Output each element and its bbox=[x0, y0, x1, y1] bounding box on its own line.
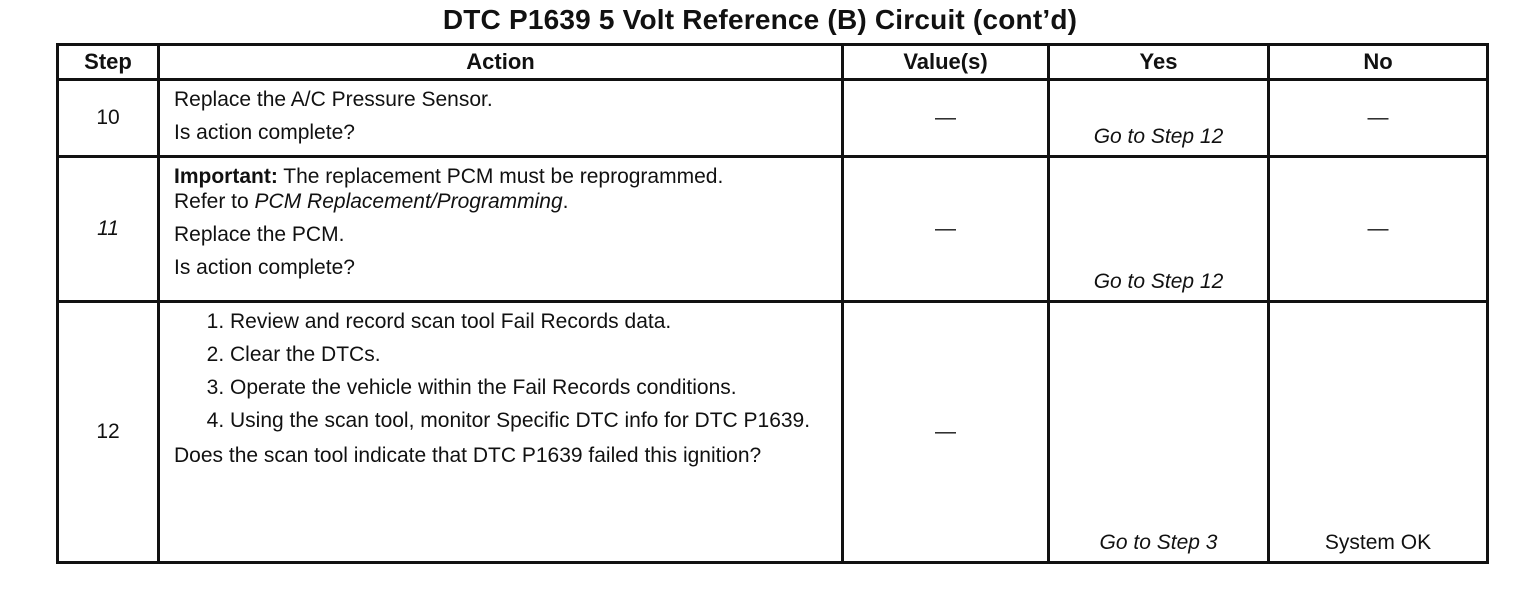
action-cell bbox=[159, 157, 843, 302]
no-cell: System OK bbox=[1269, 302, 1488, 563]
step-number: 11 bbox=[58, 157, 159, 302]
action-cell bbox=[159, 302, 843, 563]
action-question: Is action complete? bbox=[174, 256, 355, 279]
value-cell: — bbox=[843, 80, 1049, 157]
table-row bbox=[58, 80, 1488, 157]
step-number: 10 bbox=[58, 80, 159, 157]
list-item: 1. Review and record scan tool Fail Records data. bbox=[230, 309, 831, 334]
yes-goto-link[interactable]: Go to Step 12 bbox=[1093, 270, 1224, 293]
page-title: DTC P1639 5 Volt Reference (B) Circuit (cont’d) bbox=[442, 4, 1078, 35]
procedure-list bbox=[174, 309, 831, 433]
yes-cell bbox=[1049, 157, 1269, 302]
action-text: Replace the PCM. bbox=[174, 223, 345, 246]
refer-prefix: Refer to bbox=[174, 190, 255, 213]
action-question: Is action complete? bbox=[174, 121, 355, 144]
list-item: 2. Clear the DTCs. bbox=[230, 342, 831, 367]
important-label: Important: bbox=[174, 165, 278, 188]
important-note bbox=[174, 164, 831, 214]
yes-cell bbox=[1049, 302, 1269, 563]
value-cell: — bbox=[843, 302, 1049, 563]
step-number: 12 bbox=[58, 302, 159, 563]
list-item: 3. Operate the vehicle within the Fail Records conditions. bbox=[230, 375, 831, 400]
no-cell: — bbox=[1269, 157, 1488, 302]
value-cell: — bbox=[843, 157, 1049, 302]
yes-cell bbox=[1049, 80, 1269, 157]
action-text: Replace the A/C Pressure Sensor. bbox=[174, 88, 493, 111]
header-yes: Yes bbox=[1049, 45, 1269, 80]
yes-goto-link[interactable]: Go to Step 12 bbox=[1093, 125, 1224, 148]
no-cell: — bbox=[1269, 80, 1488, 157]
refer-link[interactable]: PCM Replacement/Programming bbox=[254, 190, 563, 213]
table-row bbox=[58, 157, 1488, 302]
yes-goto-link[interactable]: Go to Step 3 bbox=[1099, 531, 1218, 554]
header-values: Value(s) bbox=[843, 45, 1049, 80]
header-step: Step bbox=[58, 45, 159, 80]
refer-suffix: . bbox=[562, 190, 569, 213]
action-cell bbox=[159, 80, 843, 157]
important-text: The replacement PCM must be reprogrammed. bbox=[277, 165, 724, 188]
table-header-row bbox=[58, 45, 1488, 80]
header-action: Action bbox=[159, 45, 843, 80]
table-row bbox=[58, 302, 1488, 563]
diagnostic-table bbox=[56, 43, 1489, 564]
action-question: Does the scan tool indicate that DTC P1639 failed this ignition? bbox=[174, 444, 762, 467]
header-no: No bbox=[1269, 45, 1488, 80]
list-item: 4. Using the scan tool, monitor Specific DTC info for DTC P1639. bbox=[230, 408, 831, 433]
